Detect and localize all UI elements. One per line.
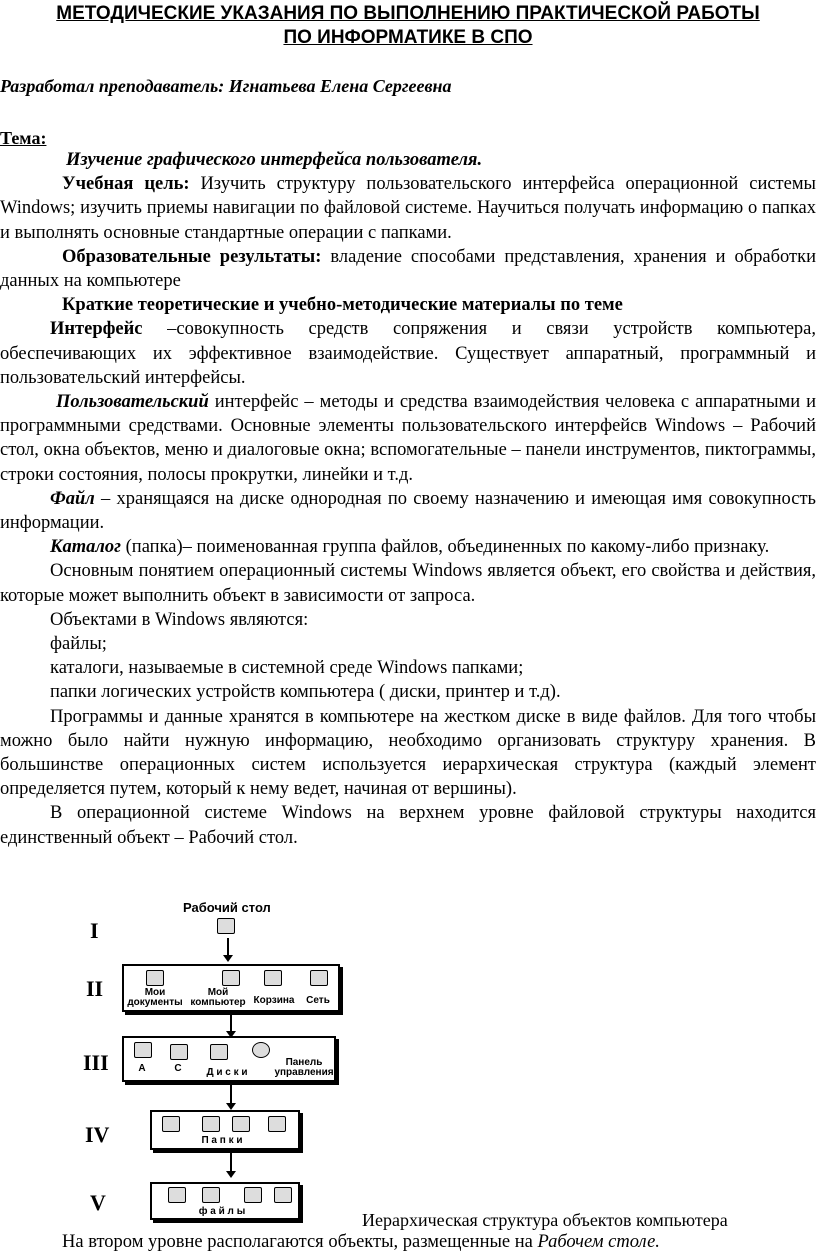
user-interface-paragraph: Пользовательский интерфейс – методы и средства взаимодействия человека с аппаратными и программными средствами. Основные элементы пользовательского интерфейсв Windows – Рабочий стол, окна объектов, меню и диалоговые окна; вспомогательные – панели инструментов, пиктограммы, строки состояния, полосы прокрутки, линейки и т.д. xyxy=(0,392,816,485)
list-item: файлы; xyxy=(50,634,107,655)
author-line: Разработал преподаватель: Игнатьева Елена Сергеевна xyxy=(0,76,452,96)
list-item: папки логических устройств компьютера ( диски, принтер и т.д). xyxy=(50,682,561,703)
goal-paragraph: Учебная цель: Изучить структуру пользовательского интерфейса операционной системы Windows; изучить приемы навигации по файловой системе. Научиться получать информацию о папках и выполнять основные стандартные операции с папками. xyxy=(0,174,816,243)
folders-label: П а п к и xyxy=(201,1135,243,1146)
folder-icon xyxy=(202,1116,220,1132)
level-3-label: III xyxy=(83,1050,109,1075)
level-1-label: I xyxy=(90,918,99,943)
file-icon xyxy=(274,1187,292,1203)
floppy-icon xyxy=(134,1042,152,1058)
hard-disk-icon xyxy=(170,1044,188,1060)
level-5-box xyxy=(150,1182,300,1220)
theory-heading: Краткие теоретические и учебно-методические материалы по теме xyxy=(62,295,623,316)
level-4-label: IV xyxy=(85,1122,110,1147)
desktop-label: Рабочий стол xyxy=(183,900,271,915)
list-item: каталоги, называемые в системной среде Windows папками; xyxy=(50,658,524,679)
folder-icon xyxy=(146,970,164,986)
level-4-box xyxy=(150,1110,300,1150)
doc-title-line1: МЕТОДИЧЕСКИЕ УКАЗАНИЯ ПО ВЫПОЛНЕНИЮ ПРАКТИЧЕСКОЙ РАБОТЫ xyxy=(56,3,760,24)
folder-icon xyxy=(232,1116,250,1132)
files-label: ф а й л ы xyxy=(198,1206,246,1217)
file-icon xyxy=(244,1187,262,1203)
control-panel-label: Панель управления xyxy=(274,1057,334,1078)
catalog-paragraph: Каталог (папка)– поименованная группа файлов, объединенных по какому-либо признаку. xyxy=(50,537,770,558)
level-3-box xyxy=(122,1036,336,1082)
arrow-down-icon xyxy=(230,1150,232,1172)
my-computer-label: Мой компьютер xyxy=(190,987,246,1008)
network-label: Сеть xyxy=(306,995,330,1006)
file-icon xyxy=(202,1187,220,1203)
arrow-down-icon xyxy=(230,1082,232,1104)
arrow-down-icon xyxy=(227,938,229,956)
doc-title-line2: ПО ИНФОРМАТИКЕ В СПО xyxy=(283,27,533,48)
object-paragraph: Основным понятием операционный системы Windows является объект, его свойства и действия, которые может выполнить объект в зависимости от запроса. xyxy=(0,561,816,606)
level-5-label: V xyxy=(90,1190,106,1215)
drive-c-label: С xyxy=(174,1063,182,1074)
arrow-down-icon xyxy=(230,1012,232,1032)
disks-label: Д и с к и xyxy=(206,1067,248,1078)
desktop-icon xyxy=(217,918,235,934)
programs-paragraph: Программы и данные хранятся в компьютере на жестком диске в виде файлов. Для того чтобы можно было найти нужную информацию, необходимо организовать структуру хранения. В большинстве операционных систем используется иерархическая структура (каждый элемент определяется путем, который к нему ведет, начиная от вершины). xyxy=(0,706,816,800)
trash-icon xyxy=(264,970,282,986)
folder-icon xyxy=(268,1116,286,1132)
network-icon xyxy=(310,970,328,986)
level-2-box xyxy=(122,964,340,1012)
topic: Изучение графического интерфейса пользователя. xyxy=(66,150,483,170)
interface-paragraph: Интерфейс –совокупность средств сопряжения и связи устройств компьютера, обеспечивающих их эффективное взаимодействие. Существует аппаратный, программный и пользовательский интерфейсы. xyxy=(0,319,816,388)
level-2-label: II xyxy=(86,976,104,1001)
footer-paragraph: На втором уровне располагаются объекты, размещенные на Рабочем столе. xyxy=(62,1232,660,1252)
file-icon xyxy=(168,1187,186,1203)
document-body xyxy=(0,148,816,850)
folder-icon xyxy=(162,1116,180,1132)
cd-icon xyxy=(252,1042,270,1058)
computer-icon xyxy=(222,970,240,986)
file-paragraph: Файл – хранящаяся на диске однородная по своему назначению и имеющая имя совокупность информации. xyxy=(0,488,816,534)
recycle-bin-label: Корзина xyxy=(253,995,295,1006)
desktop-paragraph: В операционной системе Windows на верхнем уровне файловой структуры находится единственный объект – Рабочий стол. xyxy=(0,803,816,848)
objects-are-paragraph: Объектами в Windows являются: xyxy=(50,609,309,630)
drive-a-label: А xyxy=(138,1063,146,1074)
my-documents-label: Мои документы xyxy=(127,987,183,1008)
tema-label: Тема: xyxy=(0,128,47,148)
results-paragraph: Образовательные результаты: владение способами представления, хранения и обработки данных на компьютере xyxy=(0,246,816,292)
disk-icon xyxy=(210,1044,228,1060)
diagram-caption: Иерархическая структура объектов компьютера xyxy=(362,1210,728,1230)
